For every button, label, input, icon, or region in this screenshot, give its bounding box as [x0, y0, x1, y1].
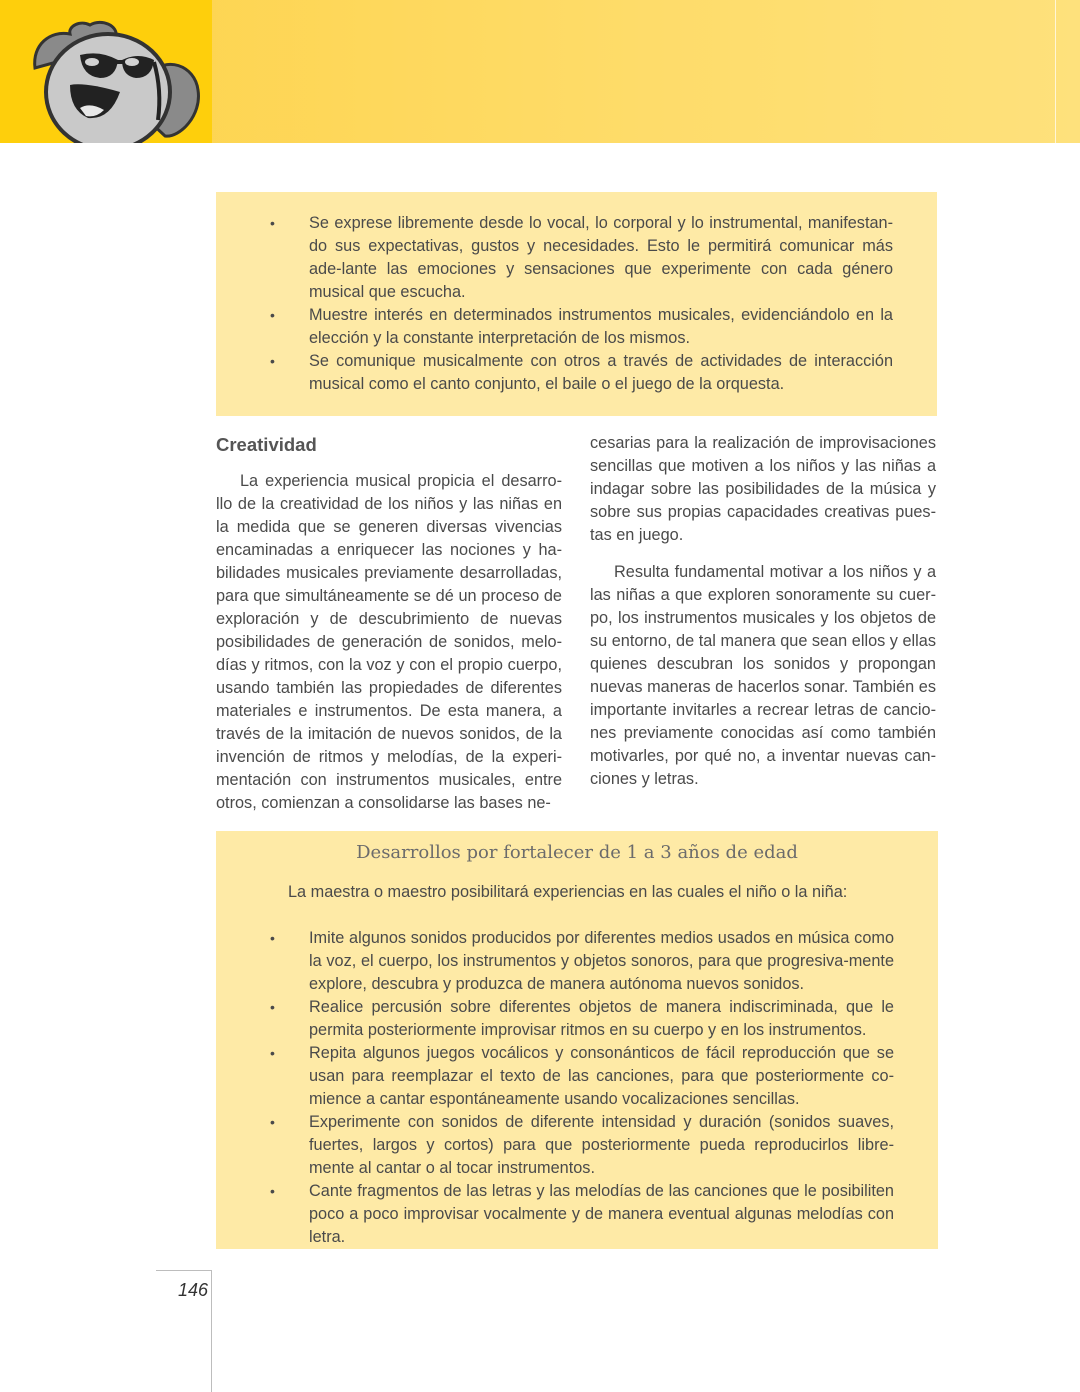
development-box-1-3-years	[216, 831, 938, 1249]
bullet-icon: •	[270, 930, 275, 946]
header-band	[0, 0, 1080, 143]
box-intro: La maestra o maestro posibilitará experiencias en las cuales el niño o la niña:	[288, 883, 848, 901]
box-title: Desarrollos por fortalecer de 1 a 3 años de edad	[356, 842, 798, 863]
text-column-left	[216, 432, 562, 815]
list-item-text: Cante fragmentos de las letras y las melodías de las canciones que le posibiliten poco a poco improvisar vocalmente y de manera eventual algunas melodías con letra.	[309, 1182, 894, 1246]
list-item-text: Imite algunos sonidos producidos por diferentes medios usados en música como la voz, el cuerpo, los instrumentos y objetos sonoros, para que progresiva-mente explore, descubra y produzca de manera autónoma nuevos sonidos.	[309, 929, 894, 993]
bullet-icon: •	[270, 353, 275, 369]
page-number: 146	[178, 1280, 209, 1300]
paragraph: Resulta fundamental motivar a los niños y a las niñas a que exploren sonoramente su cuer-po, los instrumentos musicales y los objetos de su entorno, de tal manera que sean ellos y ellas quienes descubran los sonidos y propongan nuevas maneras de hacerlos sonar. También es importante invitarles a recrear letras de cancio-nes previamente conocidas así como también motivarles, por qué no, a inventar nuevas can-ciones y letras.	[590, 563, 936, 788]
list-item	[270, 996, 894, 1042]
list-item	[270, 1042, 894, 1111]
list-item	[270, 304, 893, 350]
list-item	[270, 350, 893, 396]
header-divider	[1055, 0, 1056, 143]
list-item-text: Realice percusión sobre diferentes objetos de manera indiscriminada, que le permita posteriormente improvisar ritmos en su cuerpo y en los instrumentos.	[309, 998, 894, 1039]
bullet-icon: •	[270, 1114, 275, 1130]
paragraph: cesarias para la realización de improvisaciones sencillas que motiven a los niños y las niñas a indagar sobre las posibilidades de la música y sobre sus propias capacidades creativas pues-tas en juego.	[590, 434, 936, 544]
page-margin-rule	[211, 1270, 212, 1392]
bullet-icon: •	[270, 1045, 275, 1061]
list-item-text: Experimente con sonidos de diferente intensidad y duración (sonidos suaves, fuertes, largos y cortos) para que posteriormente pueda reproducirlos libre-mente al cantar o al tocar instrumentos.	[309, 1113, 894, 1177]
section-title: Creatividad	[216, 434, 317, 455]
paragraph: La experiencia musical propicia el desarro-llo de la creatividad de los niños y las niñas en la medida que se generen diversas vivencias encaminadas a enriquecer las nociones y ha-bilidades musicales previamente desarrolladas, para que simultáneamente se dé un proceso de exploración y de descubrimiento de nuevas posibilidades de generación de sonidos, melo-días y ritmos, con la voz y con el propio cuerpo, usando también las propiedades de diferentes materiales e instrumentos. De esta manera, a través de la imitación de nuevos sonidos, de la invención de ritmos y melodías, de la experi-mentación con instrumentos musicales, entre otros, comienzan a consolidarse las bases ne-	[216, 472, 562, 812]
bullet-icon: •	[270, 1183, 275, 1199]
smiling-cartoon-face-with-sunglasses-icon	[30, 20, 205, 143]
list-item-text: Se exprese libremente desde lo vocal, lo corporal y lo instrumental, manifestan-do sus expectativas, gustos y necesidades. Esto le permitirá comunicar más ade-lante las emociones y sensaciones que experimente con cada género musical que escucha.	[309, 214, 893, 301]
text-column-right	[590, 432, 936, 791]
header-accent-block	[0, 0, 212, 143]
bullet-icon: •	[270, 215, 275, 231]
bullet-icon: •	[270, 999, 275, 1015]
list-item-text: Se comunique musicalmente con otros a través de actividades de interacción musical como el canto conjunto, el baile o el juego de la orquesta.	[309, 352, 893, 393]
list-item	[270, 1111, 894, 1180]
bullet-list	[270, 927, 894, 1249]
page-number-rule	[156, 1270, 212, 1271]
list-item-text: Muestre interés en determinados instrumentos musicales, evidenciándolo en la elección y la constante interpretación de los mismos.	[309, 306, 893, 347]
list-item	[270, 212, 893, 304]
list-item-text: Repita algunos juegos vocálicos y consonánticos de fácil reproducción que se usan para reemplazar el texto de las canciones, para que posteriormente co-mience a cantar espontáneamente usando vocalizaciones sencillas.	[309, 1044, 894, 1108]
development-box-top	[216, 192, 937, 416]
bullet-icon: •	[270, 307, 275, 323]
list-item	[270, 927, 894, 996]
bullet-list	[270, 212, 893, 396]
list-item	[270, 1180, 894, 1249]
